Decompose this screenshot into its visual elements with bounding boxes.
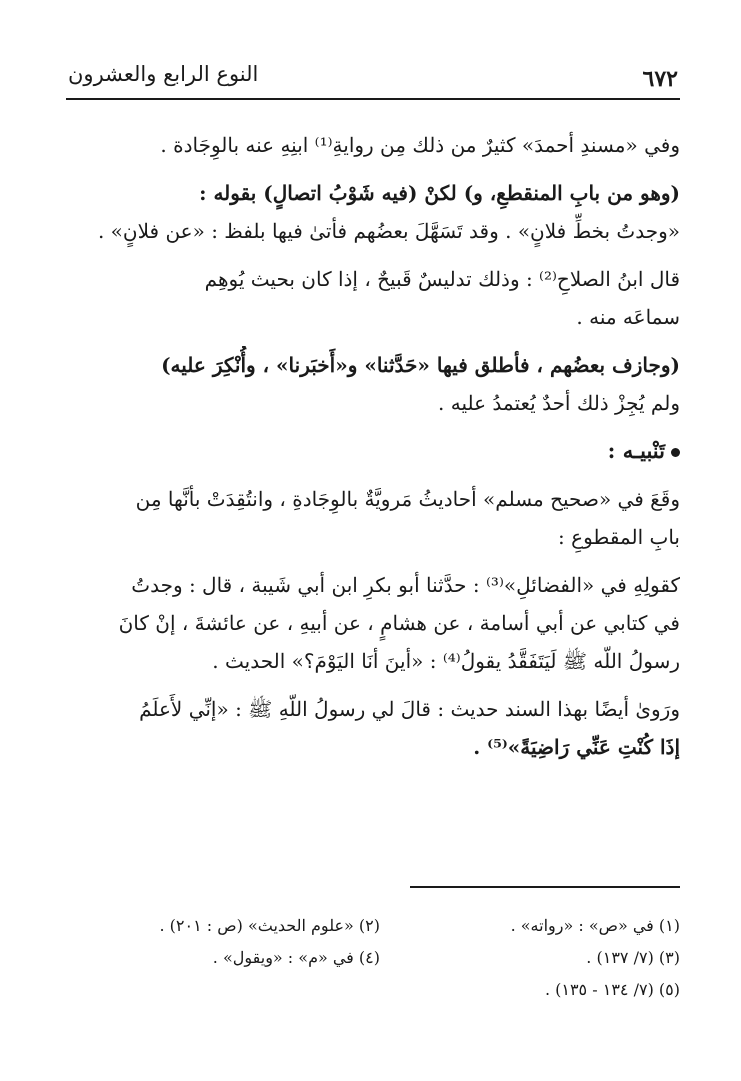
footnote: (٢) «علوم الحديث» (ص : ٢٠١) . <box>159 916 380 935</box>
page-number: ٦٧٢ <box>642 66 678 92</box>
text-line: وقَعَ في «صحيح مسلم» أحاديثُ مَرويَّةٌ بالوِجَادةِ ، وانتُقِدَتْ بأنَّها مِن <box>135 487 680 511</box>
text-line: ورَوىٰ أيضًا بهذا السند حديث : قالَ لي رسولُ اللّهِ ﷺ : «إنِّي لأَعلَمُ <box>139 697 680 721</box>
text-line: ولم يُجِزْ ذلك أحدٌ يُعتمدُ عليه . <box>438 391 680 415</box>
text-line: بابِ المقطوعِ : <box>558 525 680 549</box>
text-line: قال ابنُ الصلاحِ⁽²⁾ : وذلك تدليسٌ قَبيحٌ ، إذا كان بحيث يُوهِم <box>204 267 680 291</box>
text-line: سماعَه منه . <box>576 305 680 329</box>
footnote-row <box>68 942 680 974</box>
text-line: كقولِهِ في «الفضائلِ»⁽³⁾ : حدَّثنا أبو بكرِ ابن أبي شَيبة ، قال : وجدتُ <box>131 573 680 597</box>
text-line: وفي «مسندِ أحمدَ» كثيرٌ من ذلك مِن روايةِ⁽¹⁾ ابنِهِ عنه بالوِجَادة . <box>160 133 680 157</box>
note-heading-label: تَنْبيـه : <box>607 438 665 463</box>
section-title: النوع الرابع والعشرون <box>68 62 259 86</box>
paragraph <box>68 566 680 680</box>
text-line: «وجدتُ بخطِّ فلانٍ» . وقد تَسَهَّلَ بعضُهم فأتىٰ فيها بلفظ : «عن فلانٍ» . <box>97 219 680 243</box>
footnote-row <box>68 910 680 942</box>
running-header <box>66 48 680 100</box>
footnote <box>130 974 380 1006</box>
main-text <box>68 126 680 776</box>
text-line: رسولُ اللّه ﷺ لَيَتَفَقَّدُ يقولُ⁽⁴⁾ : «أينَ أنَا اليَوْمَ؟» الحديث . <box>212 649 680 673</box>
note-heading <box>68 432 680 470</box>
paragraph <box>68 126 680 164</box>
text-line: إذَا كُنْتِ عَنِّي رَاضِيَةً»⁽⁵⁾ . <box>473 735 680 759</box>
footnotes <box>68 910 680 1006</box>
text-line: في كتابي عن أبي أسامة ، عن هشامٍ ، عن أبيهِ ، عن عائشةَ ، إنْ كانَ <box>118 611 680 635</box>
paragraph <box>68 260 680 336</box>
paragraph <box>68 480 680 556</box>
book-page <box>66 48 680 1058</box>
footnote: (١) في «ص» : «رواته» . <box>510 916 680 935</box>
paragraph <box>68 690 680 766</box>
text-line: (وجازف بعضُهم ، فأطلق فيها «حَدَّثنا» و«أَخبَرنا» ، وأُنْكِرَ عليه) <box>161 353 680 377</box>
bullet-icon <box>671 448 680 457</box>
footnote: (٤) في «م» : «ويقول» . <box>212 948 380 967</box>
paragraph <box>68 174 680 250</box>
paragraph <box>68 346 680 422</box>
footnote-row <box>68 974 680 1006</box>
footnote: (٥) (٧/ ١٣٤ - ١٣٥) . <box>544 980 680 999</box>
footnote: (٣) (٧/ ١٣٧) . <box>586 948 680 967</box>
footnote-separator <box>410 886 680 888</box>
text-line: (وهو من بابِ المنقطعِ، و) لكنْ (فيه شَوْبُ اتصالٍ) بقوله : <box>199 181 680 205</box>
